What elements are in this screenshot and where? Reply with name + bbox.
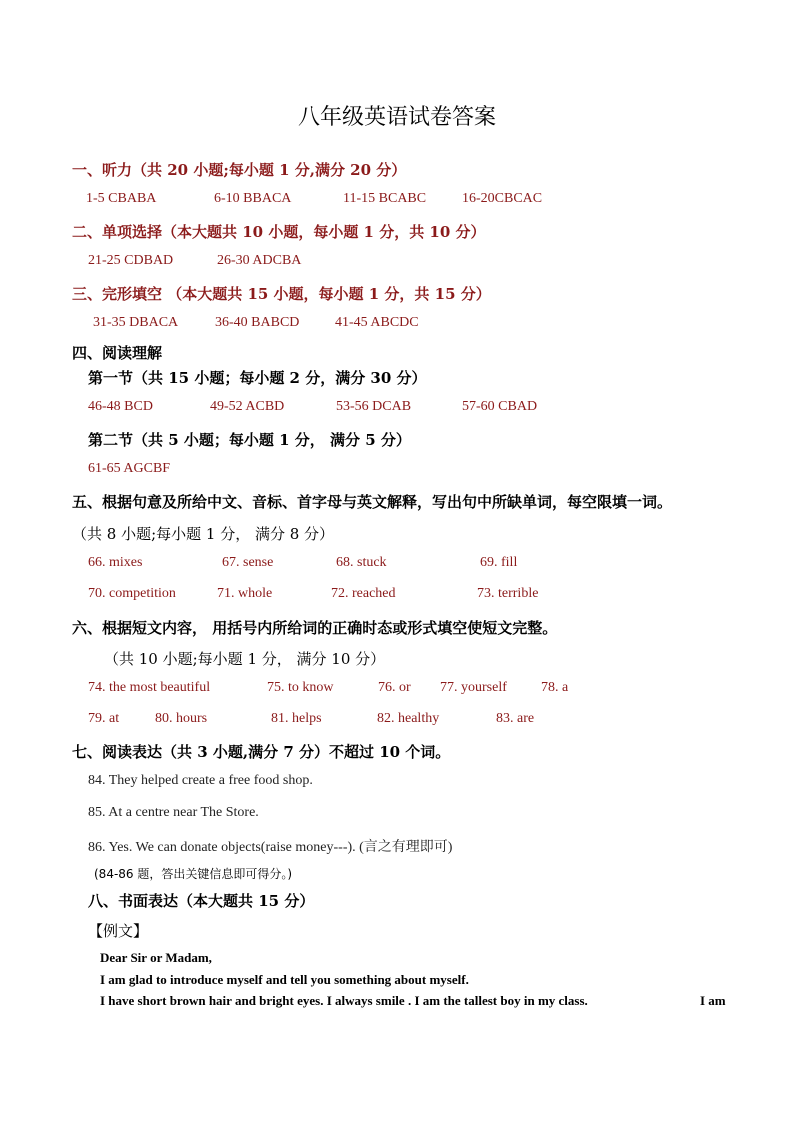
section-6-answers-row-1	[0, 680, 794, 700]
answer-group: 26-30 ADCBA	[217, 253, 302, 268]
section-4-part-1: 第一节（共 15 小题；每小题 2 分，满分 30 分）	[88, 369, 427, 387]
answer-group: 11-15 BCABC	[343, 191, 427, 206]
answer-item: 66. mixes	[88, 555, 143, 570]
section-6-subheading: （共 10 小题;每小题 1 分， 满分 10 分）	[104, 650, 386, 668]
essay-line-2: I am glad to introduce myself and tell you something about myself.	[100, 972, 469, 987]
answer-group: 61-65 AGCBF	[88, 461, 171, 476]
answer-item: 67. sense	[222, 555, 274, 570]
section-4-heading: 四、阅读理解	[72, 344, 163, 362]
essay-line-3: I have short brown hair and bright eyes. I always smile . I am the tallest boy in my class.	[100, 993, 588, 1008]
section-1-heading: 一、听力（共 20 小题;每小题 1 分,满分 20 分）	[72, 161, 407, 179]
answer-group: 41-45 ABCDC	[335, 315, 419, 330]
section-4-part-2-answers	[0, 461, 794, 481]
answer-group: 53-56 DCAB	[336, 399, 412, 414]
section-4-part-2: 第二节（共 5 小题；每小题 1 分， 满分 5 分）	[88, 431, 411, 449]
answer-86: 86. Yes. We can donate objects(raise money---). (言之有理即可)	[88, 840, 453, 855]
answer-item: 72. reached	[331, 586, 396, 601]
answer-item: 68. stuck	[336, 555, 387, 570]
section-7-heading: 七、阅读表达（共 3 小题,满分 7 分）不超过 10 个词。	[72, 743, 451, 761]
answer-item: 77. yourself	[440, 680, 507, 695]
answer-group: 31-35 DBACA	[93, 315, 179, 330]
section-7-note: (84-86 题，答出关键信息即可得分。)	[94, 867, 293, 881]
answer-84: 84. They helped create a free food shop.	[88, 773, 313, 788]
section-5-heading: 五、根据句意及所给中文、音标、首字母与英文解释，写出句中所缺单词，每空限填一词。	[72, 493, 673, 511]
answer-group: 57-60 CBAD	[462, 399, 538, 414]
answer-item: 74. the most beautiful	[88, 680, 211, 695]
answer-group: 36-40 BABCD	[215, 315, 300, 330]
page-title: 八年级英语试卷答案	[297, 105, 496, 130]
section-2-answers	[0, 253, 794, 273]
answer-item: 80. hours	[155, 711, 208, 726]
answer-group: 21-25 CDBAD	[88, 253, 174, 268]
section-3-answers	[0, 315, 794, 335]
answer-item: 79. at	[88, 711, 120, 726]
answer-item: 70. competition	[88, 586, 176, 601]
section-5-subheading: （共 8 小题;每小题 1 分， 满分 8 分）	[72, 525, 335, 543]
answer-item: 83. are	[496, 711, 535, 726]
section-8-heading: 八、书面表达（本大题共 15 分）	[88, 892, 315, 910]
answer-group: 6-10 BBACA	[214, 191, 292, 206]
section-5-answers-row-2	[0, 586, 794, 606]
sample-essay-label: 【例文】	[88, 922, 149, 940]
answer-group: 46-48 BCD	[88, 399, 153, 414]
answer-item: 76. or	[378, 680, 411, 695]
answer-item: 75. to know	[267, 680, 334, 695]
answer-group: 16-20CBCAC	[462, 191, 543, 206]
section-1-answers	[0, 191, 794, 211]
section-5-answers-row-1	[0, 555, 794, 575]
section-6-answers-row-2	[0, 711, 794, 731]
answer-item: 71. whole	[217, 586, 273, 601]
essay-line-3-continued: I am	[700, 993, 726, 1008]
section-3-heading: 三、完形填空 （本大题共 15 小题，每小题 1 分，共 15 分）	[72, 285, 491, 303]
answer-item: 82. healthy	[377, 711, 440, 726]
section-4-part-1-answers	[0, 399, 794, 419]
section-2-heading: 二、单项选择（本大题共 10 小题，每小题 1 分，共 10 分）	[72, 223, 486, 241]
answer-item: 69. fill	[480, 555, 518, 570]
answer-item: 73. terrible	[477, 586, 539, 601]
answer-85: 85. At a centre near The Store.	[88, 805, 259, 820]
answer-item: 78. a	[541, 680, 569, 695]
section-6-heading: 六、根据短文内容， 用括号内所给词的正确时态或形式填空使短文完整。	[72, 619, 558, 637]
answer-group: 49-52 ACBD	[210, 399, 285, 414]
answer-item: 81. helps	[271, 711, 322, 726]
answer-group: 1-5 CBABA	[86, 191, 157, 206]
essay-line-1: Dear Sir or Madam,	[100, 950, 212, 965]
